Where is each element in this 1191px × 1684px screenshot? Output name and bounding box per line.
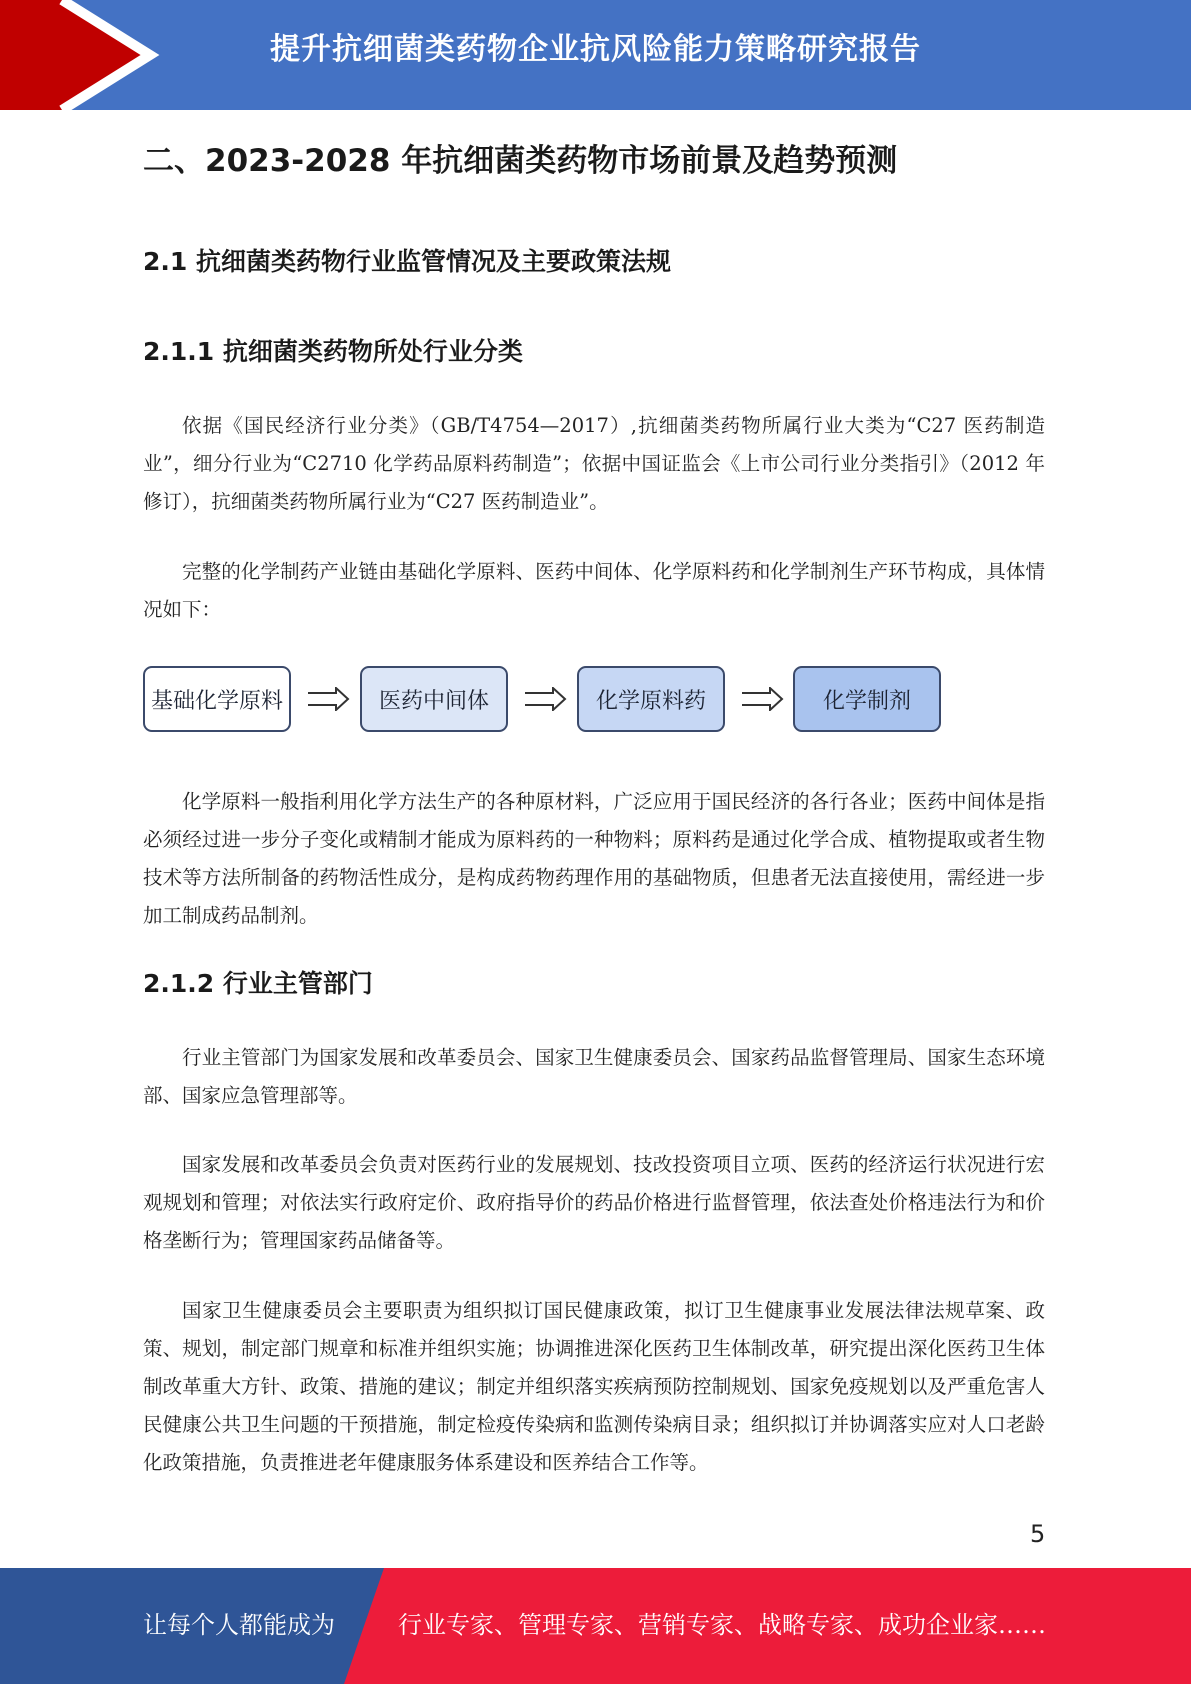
flow-step-intermediates: 医药中间体: [360, 666, 508, 732]
footer-slogan-right: 行业专家、管理专家、营销专家、战略专家、成功企业家……: [398, 1611, 1046, 1639]
part-heading-classification: 2.1.1 抗细菌类药物所处行业分类: [143, 337, 523, 366]
paragraph-industry-chain: 完整的化学制药产业链由基础化学原料、医药中间体、化学原料药和化学制剂生产环节构成，具体情况如下：: [143, 560, 1045, 621]
double-right-arrow-icon: [523, 687, 567, 711]
double-right-arrow-icon: [740, 687, 784, 711]
flow-step-api: 化学原料药: [577, 666, 725, 732]
section-heading: 二、2023-2028 年抗细菌类药物市场前景及趋势预测: [143, 143, 898, 179]
page-footer: [0, 1568, 1191, 1684]
paragraph-classification: 依据《国民经济行业分类》（GB/T4754—2017）,抗细菌类药物所属行业大类为“C27 医药制造业”，细分行业为“C2710 化学药品原料药制造”；依据中国证监会《上市公司行业分类指引》（2012 年修订），抗细菌类药物所属行业为“C27 医药制造业”。: [143, 414, 1045, 513]
footer-slogan-left: 让每个人都能成为: [143, 1611, 335, 1639]
flow-step-basic-chemicals: 基础化学原料: [143, 666, 291, 732]
subsection-heading: 2.1 抗细菌类药物行业监管情况及主要政策法规: [143, 247, 671, 276]
page-header: [0, 0, 1191, 110]
paragraph-authorities: 行业主管部门为国家发展和改革委员会、国家卫生健康委员会、国家药品监督管理局、国家生态环境部、国家应急管理部等。: [143, 1046, 1045, 1107]
report-title: 提升抗细菌类药物企业抗风险能力策略研究报告: [270, 32, 921, 67]
part-heading-authorities: 2.1.2 行业主管部门: [143, 969, 373, 998]
double-right-arrow-icon: [306, 687, 350, 711]
flow-step-formulation: 化学制剂: [793, 666, 941, 732]
industry-chain-flow: [143, 666, 1045, 734]
page-number: 5: [1030, 1520, 1046, 1548]
paragraph-ndrc: 国家发展和改革委员会负责对医药行业的发展规划、技改投资项目立项、医药的经济运行状况进行宏观规划和管理；对依法实行政府定价、政府指导价的药品价格进行监督管理，依法查处价格违法行为和价格垄断行为；管理国家药品储备等。: [143, 1153, 1045, 1252]
paragraph-definitions: 化学原料一般指利用化学方法生产的各种原材料，广泛应用于国民经济的各行各业；医药中间体是指必须经过进一步分子变化或精制才能成为原料药的一种物料；原料药是通过化学合成、植物提取或者生物技术等方法所制备的药物活性成分，是构成药物药理作用的基础物质，但患者无法直接使用，需经进一步加工制成药品制剂。: [143, 790, 1045, 927]
paragraph-nhc: 国家卫生健康委员会主要职责为组织拟订国民健康政策，拟订卫生健康事业发展法律法规草案、政策、规划，制定部门规章和标准并组织实施；协调推进深化医药卫生体制改革，研究提出深化医药卫生体制改革重大方针、政策、措施的建议；制定并组织落实疾病预防控制规划、国家免疫规划以及严重危害人民健康公共卫生问题的干预措施，制定检疫传染病和监测传染病目录；组织拟订并协调落实应对人口老龄化政策措施，负责推进老年健康服务体系建设和医养结合工作等。: [143, 1299, 1045, 1474]
